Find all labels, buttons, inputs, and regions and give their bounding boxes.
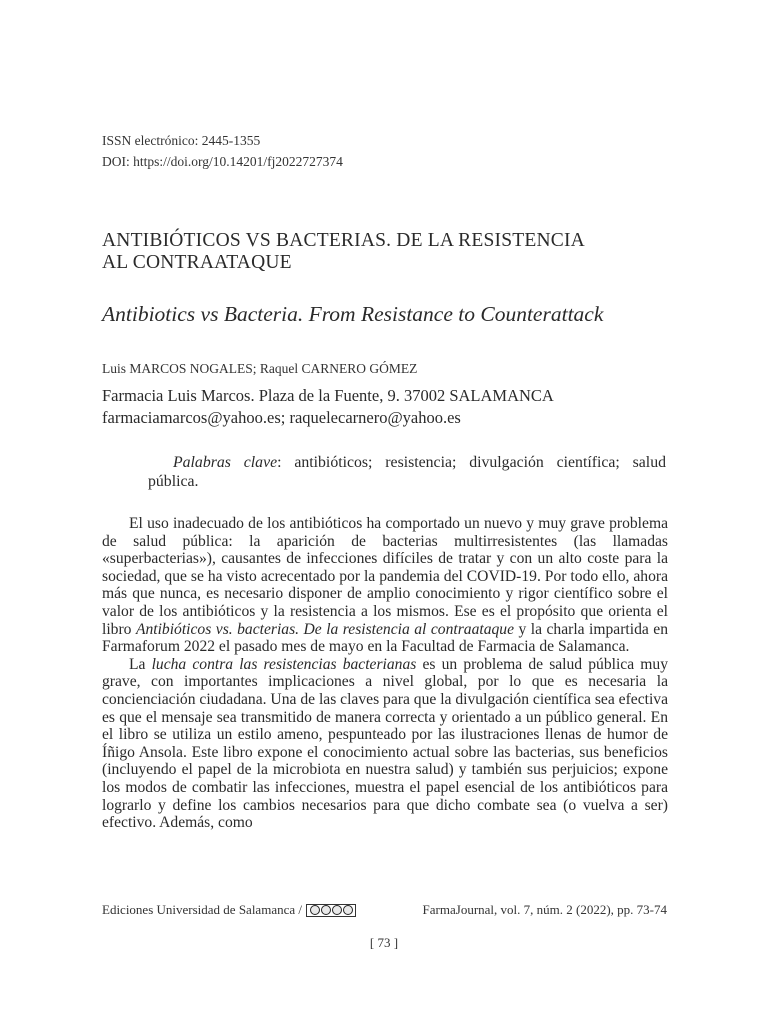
footer-journal: FarmaJournal, vol. 7, núm. 2 (2022), pp. 73-74 bbox=[422, 902, 667, 917]
keywords-block bbox=[148, 453, 666, 491]
book-title-italic: Antibióticos vs. bacterias. De la resistencia al contraataque bbox=[135, 620, 515, 638]
publisher-text: Ediciones Universidad de Salamanca / bbox=[102, 902, 302, 917]
affiliation-emails[interactable]: farmaciamarcos@yahoo.es; raquelecarnero@yahoo.es bbox=[102, 408, 461, 427]
emphasis-italic: lucha contra las resistencias bacterianas bbox=[151, 655, 417, 673]
title-line-1: ANTIBIÓTICOS VS BACTERIAS. DE LA RESISTENCIA bbox=[102, 230, 585, 251]
article-body bbox=[102, 515, 668, 832]
authors-line: Luis MARCOS NOGALES; Raquel CARNERO GÓMEZ bbox=[102, 361, 418, 376]
footer-publisher bbox=[102, 902, 356, 918]
body-paragraph-1 bbox=[102, 515, 668, 656]
body-paragraph-2 bbox=[102, 656, 668, 832]
keywords-text: : antibióticos; resistencia; divulgación científica; salud pública. bbox=[148, 454, 666, 490]
page-number: [ 73 ] bbox=[369, 935, 399, 950]
issn-line: ISSN electrónico: 2445-1355 bbox=[102, 133, 261, 148]
body-text: y la charla impartida en Farmaforum 2022 el pasado mes de mayo en la Facultad de Farmacia de Salamanca. bbox=[102, 620, 668, 656]
doi-line[interactable]: DOI: https://doi.org/10.14201/fj2022727374 bbox=[102, 154, 343, 169]
article-subtitle: Antibiotics vs Bacteria. From Resistance to Counterattack bbox=[102, 302, 604, 326]
article-meta bbox=[102, 130, 343, 172]
body-text: La bbox=[129, 655, 152, 673]
keywords-label: Palabras clave bbox=[173, 454, 278, 471]
title-line-2: AL CONTRAATAQUE bbox=[102, 252, 292, 273]
affiliation-block bbox=[102, 385, 554, 429]
affiliation-address: Farmacia Luis Marcos. Plaza de la Fuente, 9. 37002 SALAMANCA bbox=[102, 386, 554, 405]
body-text: El uso inadecuado de los antibióticos ha comportado un nuevo y muy grave problema de salud pública: la aparición de bacterias multirresistentes (las llamadas «superbacterias»), causantes de infecciones difíciles de tratar y con un alto coste para la sociedad, que se ha visto acrecentado por la pandemia del COVID-19. Por todo ello, ahora más que nunca, es necesario disponer de amplio conocimiento y rigor científico sobre el valor de los antibióticos y la resistencia a los mismos. Ese es el propósito que orienta el libro bbox=[102, 515, 668, 638]
cc-by-nc-nd-icon bbox=[306, 904, 356, 917]
body-text: es un problema de salud pública muy grave, con importantes implicaciones a nivel global, por lo que es necesaria la concienciación ciudadana. Una de las claves para que la divulgación científica sea efectiva es que el mensaje sea transmitido de manera correcta y orientado a un público general. En el libro se utiliza un estilo ameno, pespunteado por las ilustraciones llenas de humor de Íñigo Ansola. Este libro expone el conocimiento actual sobre las bacterias, sus beneficios (incluyendo el papel de la microbiota en nuestra salud) y también sus perjuicios; expone los modos de combatir las infecciones, muestra el papel esencial de los antibióticos para lograrlo y define los cambios necesarios para que dicho combate sea (o vuelva a ser) efectivo. Además, como bbox=[102, 655, 668, 832]
article-title bbox=[102, 230, 682, 274]
